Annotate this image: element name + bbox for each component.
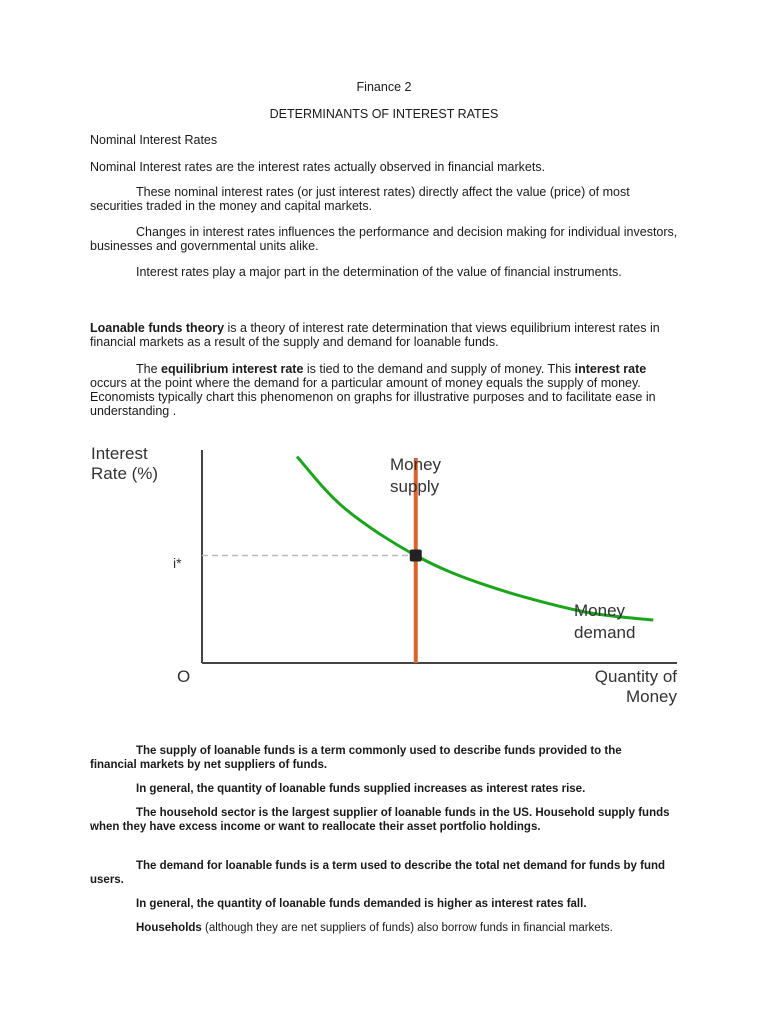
paragraph: Nominal Interest rates are the interest rates actually observed in financial markets. <box>90 160 546 174</box>
x-axis-label-line2: Money <box>625 687 677 706</box>
y-axis-label-line2: Rate (%) <box>91 464 159 483</box>
paragraph: The demand for loanable funds is a term used to describe the total net demand for funds by fund users. <box>90 860 666 886</box>
course-title: Finance 2 <box>356 80 412 94</box>
paragraph-equilibrium: The equilibrium interest rate is tied to the demand and supply of money. This interest rate occurs at the point where the demand for a particular amount of money equals the supply of money. Economists typically chart this phenomenon on graphs for illustrative purposes and to facilitate ease in understanding . <box>90 362 656 418</box>
term-equilibrium-interest-rate: equilibrium interest rate <box>161 362 304 376</box>
paragraph: In general, the quantity of loanable funds demanded is higher as interest rates fall. <box>136 898 587 910</box>
paragraph: In general, the quantity of loanable funds supplied increases as interest rates rise. <box>136 783 586 795</box>
paragraph: Changes in interest rates influences the performance and decision making for individual investors, businesses and governmental units alike. <box>90 225 678 253</box>
x-axis-label-line1: Quantity of <box>594 667 677 686</box>
section-heading: Nominal Interest Rates <box>90 133 218 147</box>
money-demand-label-line1: Money <box>574 601 626 620</box>
term-interest-rate: interest rate <box>574 362 647 376</box>
paragraph-households: Households (although they are net suppliers of funds) also borrow funds in financial markets. <box>136 922 613 934</box>
money-demand-curve <box>297 457 653 620</box>
money-supply-label-line2: supply <box>390 477 440 496</box>
money-demand-label-line2: demand <box>574 623 636 642</box>
document-title: DETERMINANTS OF INTEREST RATES <box>269 107 499 121</box>
equilibrium-rate-label: i* <box>173 555 182 571</box>
paragraph: These nominal interest rates (or just interest rates) directly affect the value (price) of most securities traded in the money and capital markets. <box>90 185 630 213</box>
paragraph: The household sector is the largest supplier of loanable funds in the US. Household supply funds when they have excess income or want to reallocate their asset portfolio holdings. <box>90 807 670 833</box>
paragraph-loanable-funds: Loanable funds theory is a theory of interest rate determination that views equilibrium interest rates in financial markets as a result of the supply and demand for loanable funds. <box>90 321 660 349</box>
y-axis-label-line1: Interest <box>91 444 148 463</box>
money-supply-label-line1: Money <box>390 455 442 474</box>
money-market-chart <box>85 436 685 712</box>
origin-label: O <box>177 667 191 686</box>
paragraph: Interest rates play a major part in the determination of the value of financial instruments. <box>136 265 622 279</box>
paragraph: The supply of loanable funds is a term commonly used to describe funds provided to the financial markets by net suppliers of funds. <box>90 745 622 771</box>
equilibrium-point <box>410 550 422 562</box>
term-loanable-funds-theory: Loanable funds theory <box>90 321 225 335</box>
